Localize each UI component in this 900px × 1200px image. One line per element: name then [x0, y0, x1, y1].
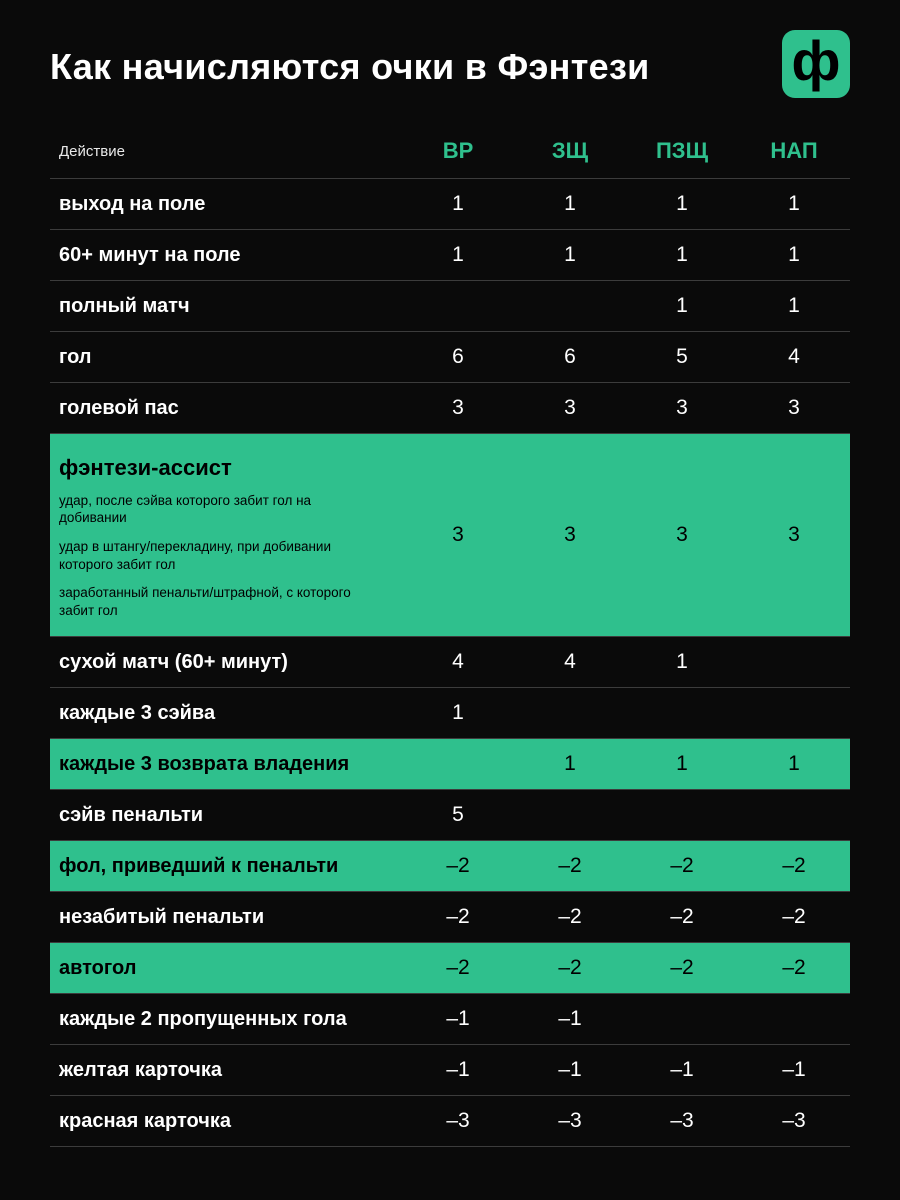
- row-value: –2: [782, 956, 806, 979]
- table-row: [50, 331, 850, 382]
- row-value: 1: [788, 752, 800, 775]
- row-value: –3: [558, 1109, 582, 1132]
- row-label: [50, 391, 402, 426]
- table-row: [50, 840, 850, 891]
- row-label: [50, 340, 402, 375]
- row-value: 1: [452, 192, 464, 215]
- row-value: 1: [564, 243, 576, 266]
- row-value: –2: [782, 905, 806, 928]
- row-value: –2: [446, 854, 470, 877]
- row-value: 4: [452, 650, 464, 673]
- row-value: 5: [676, 345, 688, 368]
- row-label-title: сэйв пенальти: [59, 803, 204, 826]
- row-label-title: гол: [59, 345, 92, 368]
- row-label-title: фол, приведший к пенальти: [59, 854, 339, 877]
- row-value: 3: [564, 396, 576, 419]
- row-value: –2: [782, 854, 806, 877]
- row-label: [50, 951, 402, 986]
- brand-logo: [782, 30, 850, 98]
- row-sublabel: удар в штангу/перекладину, при добивании которого забит гол: [59, 538, 332, 572]
- table-row: [50, 636, 850, 687]
- points-table: [50, 140, 850, 1147]
- row-label: [50, 445, 402, 625]
- row-value: 1: [452, 243, 464, 266]
- row-value: 3: [788, 523, 800, 546]
- row-value: 5: [452, 803, 464, 826]
- row-value: –1: [558, 1058, 582, 1081]
- column-header-goalkeeper: ВР: [442, 138, 474, 163]
- row-label: [50, 187, 402, 222]
- row-label-title: каждые 3 возврата владения: [59, 752, 350, 775]
- row-value: 3: [788, 396, 800, 419]
- table-row: [50, 178, 850, 229]
- table-row: [50, 942, 850, 993]
- row-label: [50, 645, 402, 680]
- row-value: –2: [670, 956, 694, 979]
- table-row: [50, 1044, 850, 1095]
- row-value: 1: [564, 192, 576, 215]
- table-row: [50, 229, 850, 280]
- row-label: [50, 1104, 402, 1139]
- row-label: [50, 747, 402, 782]
- row-label-title: фэнтези-ассист: [59, 454, 232, 480]
- row-value: 1: [788, 192, 800, 215]
- row-label-title: автогол: [59, 956, 137, 979]
- row-label-title: голевой пас: [59, 396, 179, 419]
- row-value: 3: [452, 523, 464, 546]
- table-row: [50, 433, 850, 636]
- row-label: [50, 238, 402, 273]
- row-value: –2: [670, 905, 694, 928]
- table-body: [50, 178, 850, 1147]
- row-label: [50, 849, 402, 884]
- row-value: 1: [676, 752, 688, 775]
- row-label-title: красная карточка: [59, 1109, 231, 1132]
- row-label: [50, 1002, 402, 1037]
- row-sublabel: удар, после сэйва которого забит гол на добивании: [59, 492, 312, 526]
- row-label: [50, 696, 402, 731]
- row-value: –3: [782, 1109, 806, 1132]
- row-label: [50, 1053, 402, 1088]
- row-value: –2: [670, 854, 694, 877]
- table-row: [50, 687, 850, 738]
- row-value: 1: [788, 294, 800, 317]
- row-value: 6: [564, 345, 576, 368]
- row-value: –2: [558, 956, 582, 979]
- row-value: –1: [446, 1058, 470, 1081]
- row-label-title: незабитый пенальти: [59, 905, 265, 928]
- row-value: –2: [558, 905, 582, 928]
- row-value: 1: [452, 701, 464, 724]
- row-label: [50, 289, 402, 324]
- table-row: [50, 789, 850, 840]
- row-value: –2: [446, 956, 470, 979]
- row-value: 1: [564, 752, 576, 775]
- row-value: –2: [446, 905, 470, 928]
- row-value: 1: [676, 294, 688, 317]
- table-row: [50, 280, 850, 331]
- row-value: 1: [788, 243, 800, 266]
- row-value: –3: [446, 1109, 470, 1132]
- table-row: [50, 1095, 850, 1146]
- page-title: Как начисляются очки в Фэнтези: [50, 46, 650, 87]
- row-value: 1: [676, 650, 688, 673]
- row-value: –1: [782, 1058, 806, 1081]
- brand-logo-letter-icon: ф: [791, 29, 841, 92]
- row-value: –1: [446, 1007, 470, 1030]
- row-value: 1: [676, 192, 688, 215]
- row-label-title: 60+ минут на поле: [59, 243, 241, 266]
- row-sublabel: заработанный пенальти/штрафной, с которого забит гол: [59, 585, 351, 618]
- row-label: [50, 900, 402, 935]
- row-value: 3: [676, 523, 688, 546]
- row-label-title: каждые 3 сэйва: [59, 701, 216, 724]
- table-header-row: [50, 140, 850, 178]
- column-header-defender: ЗЩ: [551, 138, 589, 163]
- row-value: 3: [564, 523, 576, 546]
- row-value: 6: [452, 345, 464, 368]
- row-value: 1: [676, 243, 688, 266]
- row-label-title: сухой матч (60+ минут): [59, 650, 288, 673]
- table-row: [50, 738, 850, 789]
- row-label: [50, 798, 402, 833]
- row-value: 3: [676, 396, 688, 419]
- row-value: –2: [558, 854, 582, 877]
- row-label-title: полный матч: [59, 294, 190, 317]
- column-header-midfielder: ПЗЩ: [655, 138, 708, 163]
- row-label-title: выход на поле: [59, 192, 206, 215]
- column-header-action: Действие: [59, 143, 125, 160]
- column-header-forward: НАП: [770, 138, 818, 163]
- row-value: –1: [670, 1058, 694, 1081]
- table-row: [50, 891, 850, 942]
- row-label-title: каждые 2 пропущенных гола: [59, 1007, 347, 1030]
- row-value: –1: [558, 1007, 582, 1030]
- header: [50, 30, 850, 98]
- row-label-title: желтая карточка: [59, 1058, 222, 1081]
- row-value: 4: [564, 650, 576, 673]
- table-row: [50, 382, 850, 433]
- row-value: 4: [788, 345, 800, 368]
- row-value: 3: [452, 396, 464, 419]
- row-value: –3: [670, 1109, 694, 1132]
- table-row: [50, 993, 850, 1044]
